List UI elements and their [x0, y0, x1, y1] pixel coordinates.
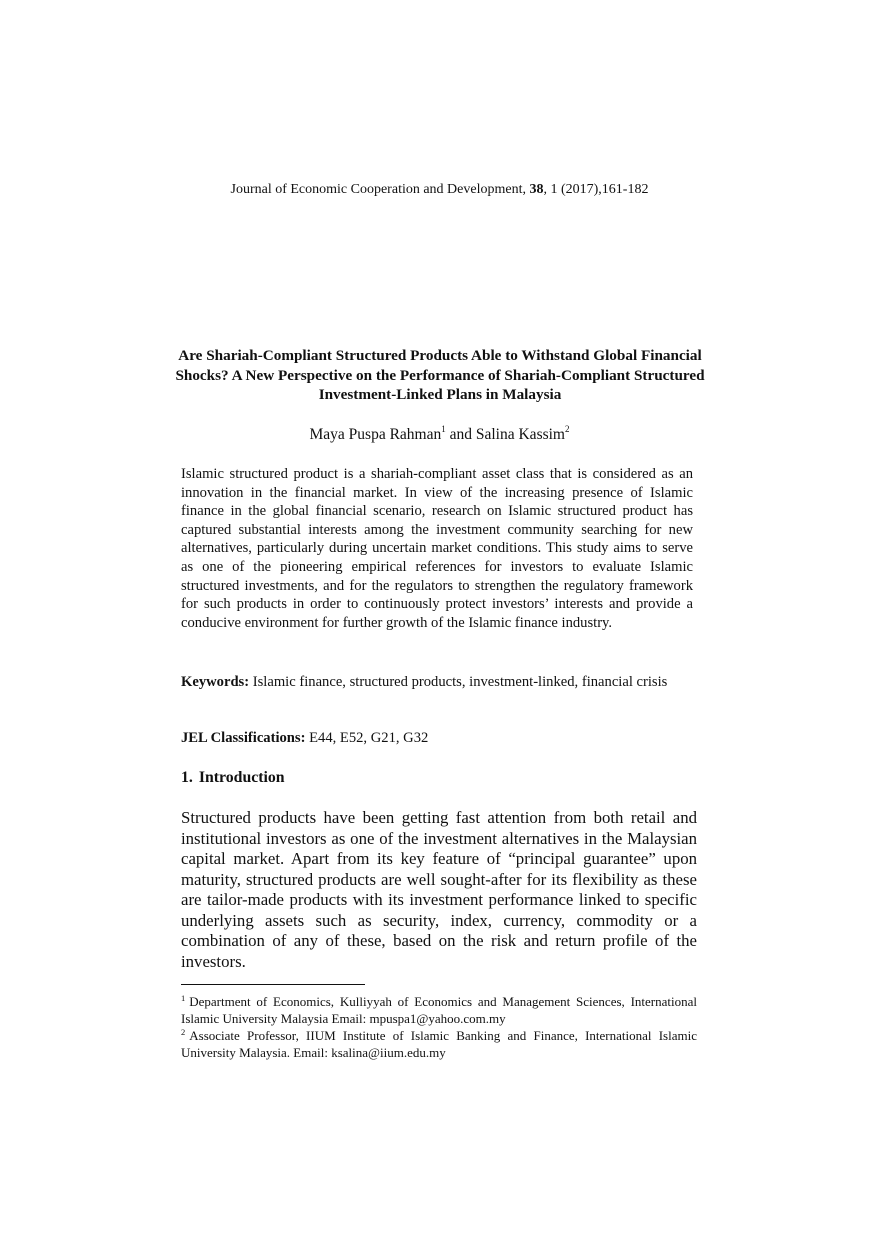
footnotes — [181, 993, 697, 1061]
section-number: 1. — [181, 769, 193, 786]
footnote-mark: 1 — [181, 993, 186, 1003]
author-name: Maya Puspa Rahman — [309, 426, 442, 443]
footnote-item — [181, 993, 697, 1027]
jel-classifications — [181, 729, 697, 748]
paper-title: Are Shariah-Compliant Structured Products Able to Withstand Global Financial Shocks? A New Perspective on the Performance of Shariah-Compliant Structured Investment-Linked Plans in Malaysia — [175, 347, 705, 403]
section-title: Introduction — [198, 769, 285, 786]
keywords — [181, 673, 697, 692]
footnote-item — [181, 1027, 697, 1061]
keywords-text: Islamic finance, structured products, investment-linked, financial crisis — [249, 674, 668, 690]
footnote-marker: 1 — [441, 424, 446, 434]
author-connector: and — [445, 426, 476, 443]
journal-header — [0, 181, 879, 199]
journal-issue-pages: , 1 (2017),161-182 — [543, 182, 649, 197]
footnote-mark: 2 — [181, 1027, 186, 1037]
author-name: Salina Kassim — [475, 426, 565, 443]
abstract: Islamic structured product is a shariah-compliant asset class that is considered as an innovation in the financial market. In view of the increasing presence of Islamic finance in the global financial scenario, research on Islamic structured product has captured substantial interests among the investment community searching for new alternatives, particularly during uncertain market conditions. This study aims to serve as one of the pioneering empirical references for investors to evaluate Islamic structured investments, and for the regulators to strengthen the regulatory framework for such products in order to continuously protect investors’ interests and provide a conducive environment for further growth of the Islamic finance industry. — [181, 466, 693, 631]
footnote-divider — [181, 984, 365, 985]
jel-codes: E44, E52, G21, G32 — [305, 730, 429, 746]
introduction-paragraph: Structured products have been getting fast attention from both retail and institutional investors as one of the investment alternatives in the Malaysian capital market. Apart from its key feature of “principal guarantee” upon maturity, structured products are well sought-after for its flexibility as these are tailor-made products with its investment performance linked to specific underlying assets such as security, index, currency, commodity or a combination of any of these, based on the risk and return profile of the investors. — [181, 808, 697, 971]
footnote-marker: 2 — [565, 424, 570, 434]
footnote-text: Department of Economics, Kulliyyah of Economics and Management Sciences, International Islamic University Malaysia Email: mpuspa1@yahoo.com.my — [181, 994, 697, 1026]
footnote-text: Associate Professor, IIUM Institute of Islamic Banking and Finance, International Islamic University Malaysia. Email: ksalina@iium.edu.my — [181, 1028, 697, 1060]
jel-label: JEL Classifications: — [181, 730, 306, 746]
journal-name: Journal of Economic Cooperation and Development, — [230, 182, 530, 197]
keywords-label: Keywords: — [181, 674, 250, 690]
section-heading — [181, 768, 697, 788]
journal-volume: 38 — [529, 182, 544, 197]
author-line — [0, 425, 879, 445]
